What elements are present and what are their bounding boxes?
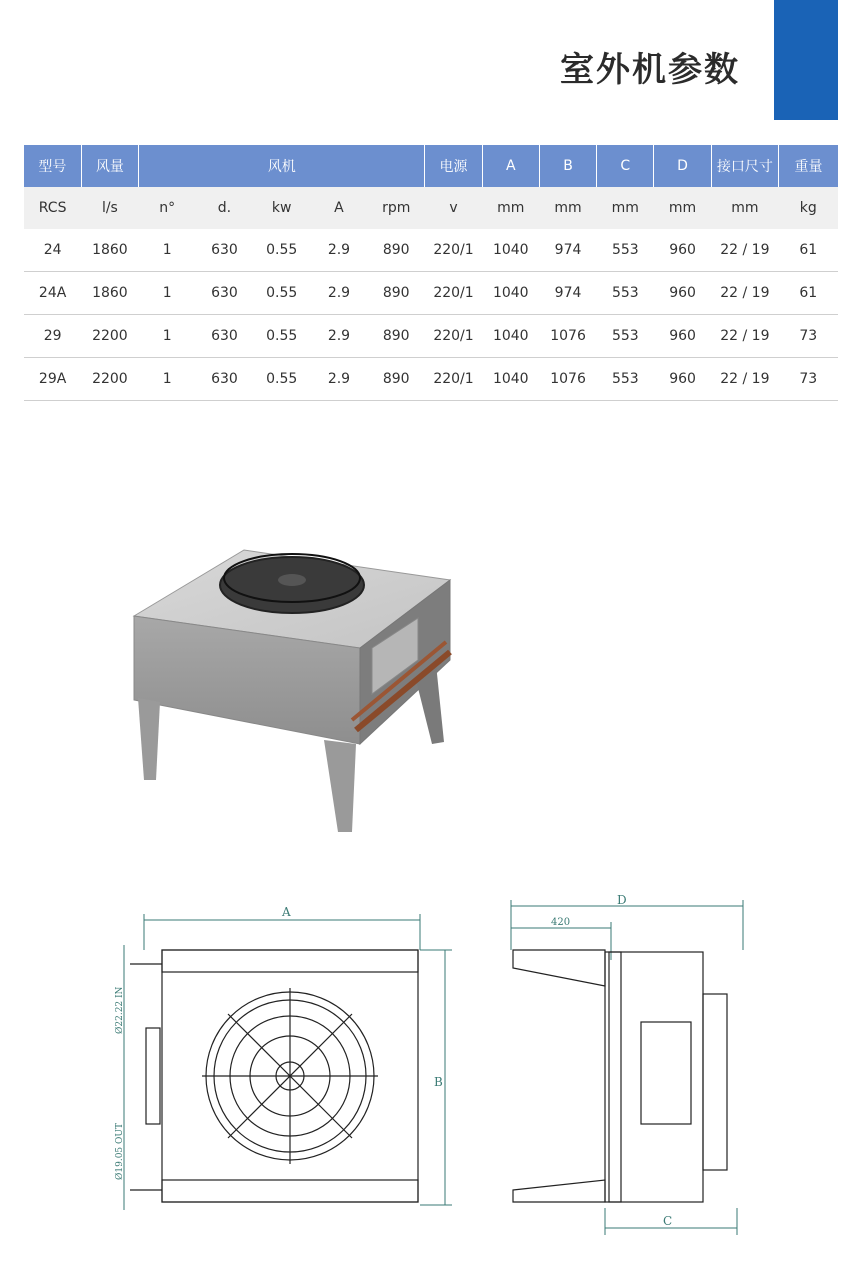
table-cell: 61 — [779, 229, 838, 272]
table-cell: 974 — [539, 272, 596, 315]
table-cell: 960 — [654, 272, 711, 315]
table-cell: 1 — [139, 272, 196, 315]
table-cell: 553 — [597, 272, 654, 315]
header-connection: 接口尺寸 — [711, 145, 778, 187]
table-cell: 1860 — [81, 229, 138, 272]
table-cell: 960 — [654, 358, 711, 401]
page-title: 室外机参数 — [560, 50, 740, 90]
table-cell: 890 — [368, 315, 425, 358]
header-power: 电源 — [425, 145, 482, 187]
dim-a-label: A — [282, 905, 291, 919]
front-drawing — [110, 890, 470, 1220]
table-cell: 1076 — [539, 358, 596, 401]
table-row — [24, 315, 838, 358]
table-cell: 220/1 — [425, 272, 482, 315]
table-cell: mm — [597, 187, 654, 229]
table-cell: 2200 — [81, 358, 138, 401]
table-cell: 1040 — [482, 315, 539, 358]
table-cell: 960 — [654, 315, 711, 358]
table-cell: 0.55 — [253, 358, 310, 401]
table-cell: 2200 — [81, 315, 138, 358]
table-cell: 2.9 — [310, 358, 367, 401]
header-fan: 风机 — [139, 145, 425, 187]
table-row — [24, 358, 838, 401]
table-cell: 61 — [779, 272, 838, 315]
table-cell: kw — [253, 187, 310, 229]
pipe-in-label: Ø22.22 IN — [115, 986, 125, 1034]
table-cell: A — [310, 187, 367, 229]
dim-d-label: D — [617, 893, 627, 907]
table-cell: mm — [711, 187, 778, 229]
header-model: 型号 — [24, 145, 81, 187]
table-cell: RCS — [24, 187, 81, 229]
table-cell: 2.9 — [310, 272, 367, 315]
table-cell: 29A — [24, 358, 81, 401]
table-cell: 890 — [368, 229, 425, 272]
table-cell: d. — [196, 187, 253, 229]
table-cell: 0.55 — [253, 229, 310, 272]
table-cell: l/s — [81, 187, 138, 229]
header-airflow: 风量 — [81, 145, 138, 187]
side-drawing — [505, 890, 755, 1235]
table-cell: 22 / 19 — [711, 358, 778, 401]
header-b: B — [539, 145, 596, 187]
table-row — [24, 229, 838, 272]
table-cell: 960 — [654, 229, 711, 272]
table-cell: 220/1 — [425, 229, 482, 272]
table-cell: 2.9 — [310, 315, 367, 358]
table-header-row — [24, 145, 838, 187]
table-cell: 22 / 19 — [711, 315, 778, 358]
units-row — [24, 187, 838, 229]
table-cell: 630 — [196, 229, 253, 272]
table-cell: 1860 — [81, 272, 138, 315]
table-cell: 24 — [24, 229, 81, 272]
table-cell: rpm — [368, 187, 425, 229]
table-cell: 974 — [539, 229, 596, 272]
spec-table — [24, 145, 838, 401]
table-row — [24, 272, 838, 315]
table-cell: n° — [139, 187, 196, 229]
table-cell: 553 — [597, 358, 654, 401]
table-cell: 0.55 — [253, 272, 310, 315]
dim-b-label: B — [434, 1075, 443, 1089]
table-cell: mm — [482, 187, 539, 229]
table-cell: 630 — [196, 358, 253, 401]
table-cell: 1 — [139, 229, 196, 272]
outdoor-unit-image — [120, 530, 480, 850]
table-cell: 22 / 19 — [711, 229, 778, 272]
pipe-out-label: Ø19.05 OUT — [115, 1123, 125, 1180]
table-cell: 1040 — [482, 272, 539, 315]
dim-420-label: 420 — [551, 917, 571, 928]
table-cell: 1 — [139, 315, 196, 358]
table-cell: 553 — [597, 229, 654, 272]
table-cell: 630 — [196, 272, 253, 315]
table-cell: 220/1 — [425, 315, 482, 358]
table-cell: 24A — [24, 272, 81, 315]
table-cell: 630 — [196, 315, 253, 358]
accent-bar — [774, 0, 838, 120]
table-cell: 890 — [368, 272, 425, 315]
table-cell: 1 — [139, 358, 196, 401]
table-cell: 22 / 19 — [711, 272, 778, 315]
table-cell: 2.9 — [310, 229, 367, 272]
table-cell: 1040 — [482, 229, 539, 272]
table-cell: mm — [539, 187, 596, 229]
table-cell: 73 — [779, 358, 838, 401]
table-cell: kg — [779, 187, 838, 229]
table-cell: 220/1 — [425, 358, 482, 401]
table-cell: 1040 — [482, 358, 539, 401]
header-a: A — [482, 145, 539, 187]
header-d: D — [654, 145, 711, 187]
table-cell: v — [425, 187, 482, 229]
table-cell: 890 — [368, 358, 425, 401]
table-cell: 553 — [597, 315, 654, 358]
table-cell: 73 — [779, 315, 838, 358]
header-weight: 重量 — [779, 145, 838, 187]
table-cell: mm — [654, 187, 711, 229]
table-cell: 1076 — [539, 315, 596, 358]
table-cell: 29 — [24, 315, 81, 358]
dim-c-label: C — [663, 1214, 673, 1228]
header-c: C — [597, 145, 654, 187]
table-cell: 0.55 — [253, 315, 310, 358]
